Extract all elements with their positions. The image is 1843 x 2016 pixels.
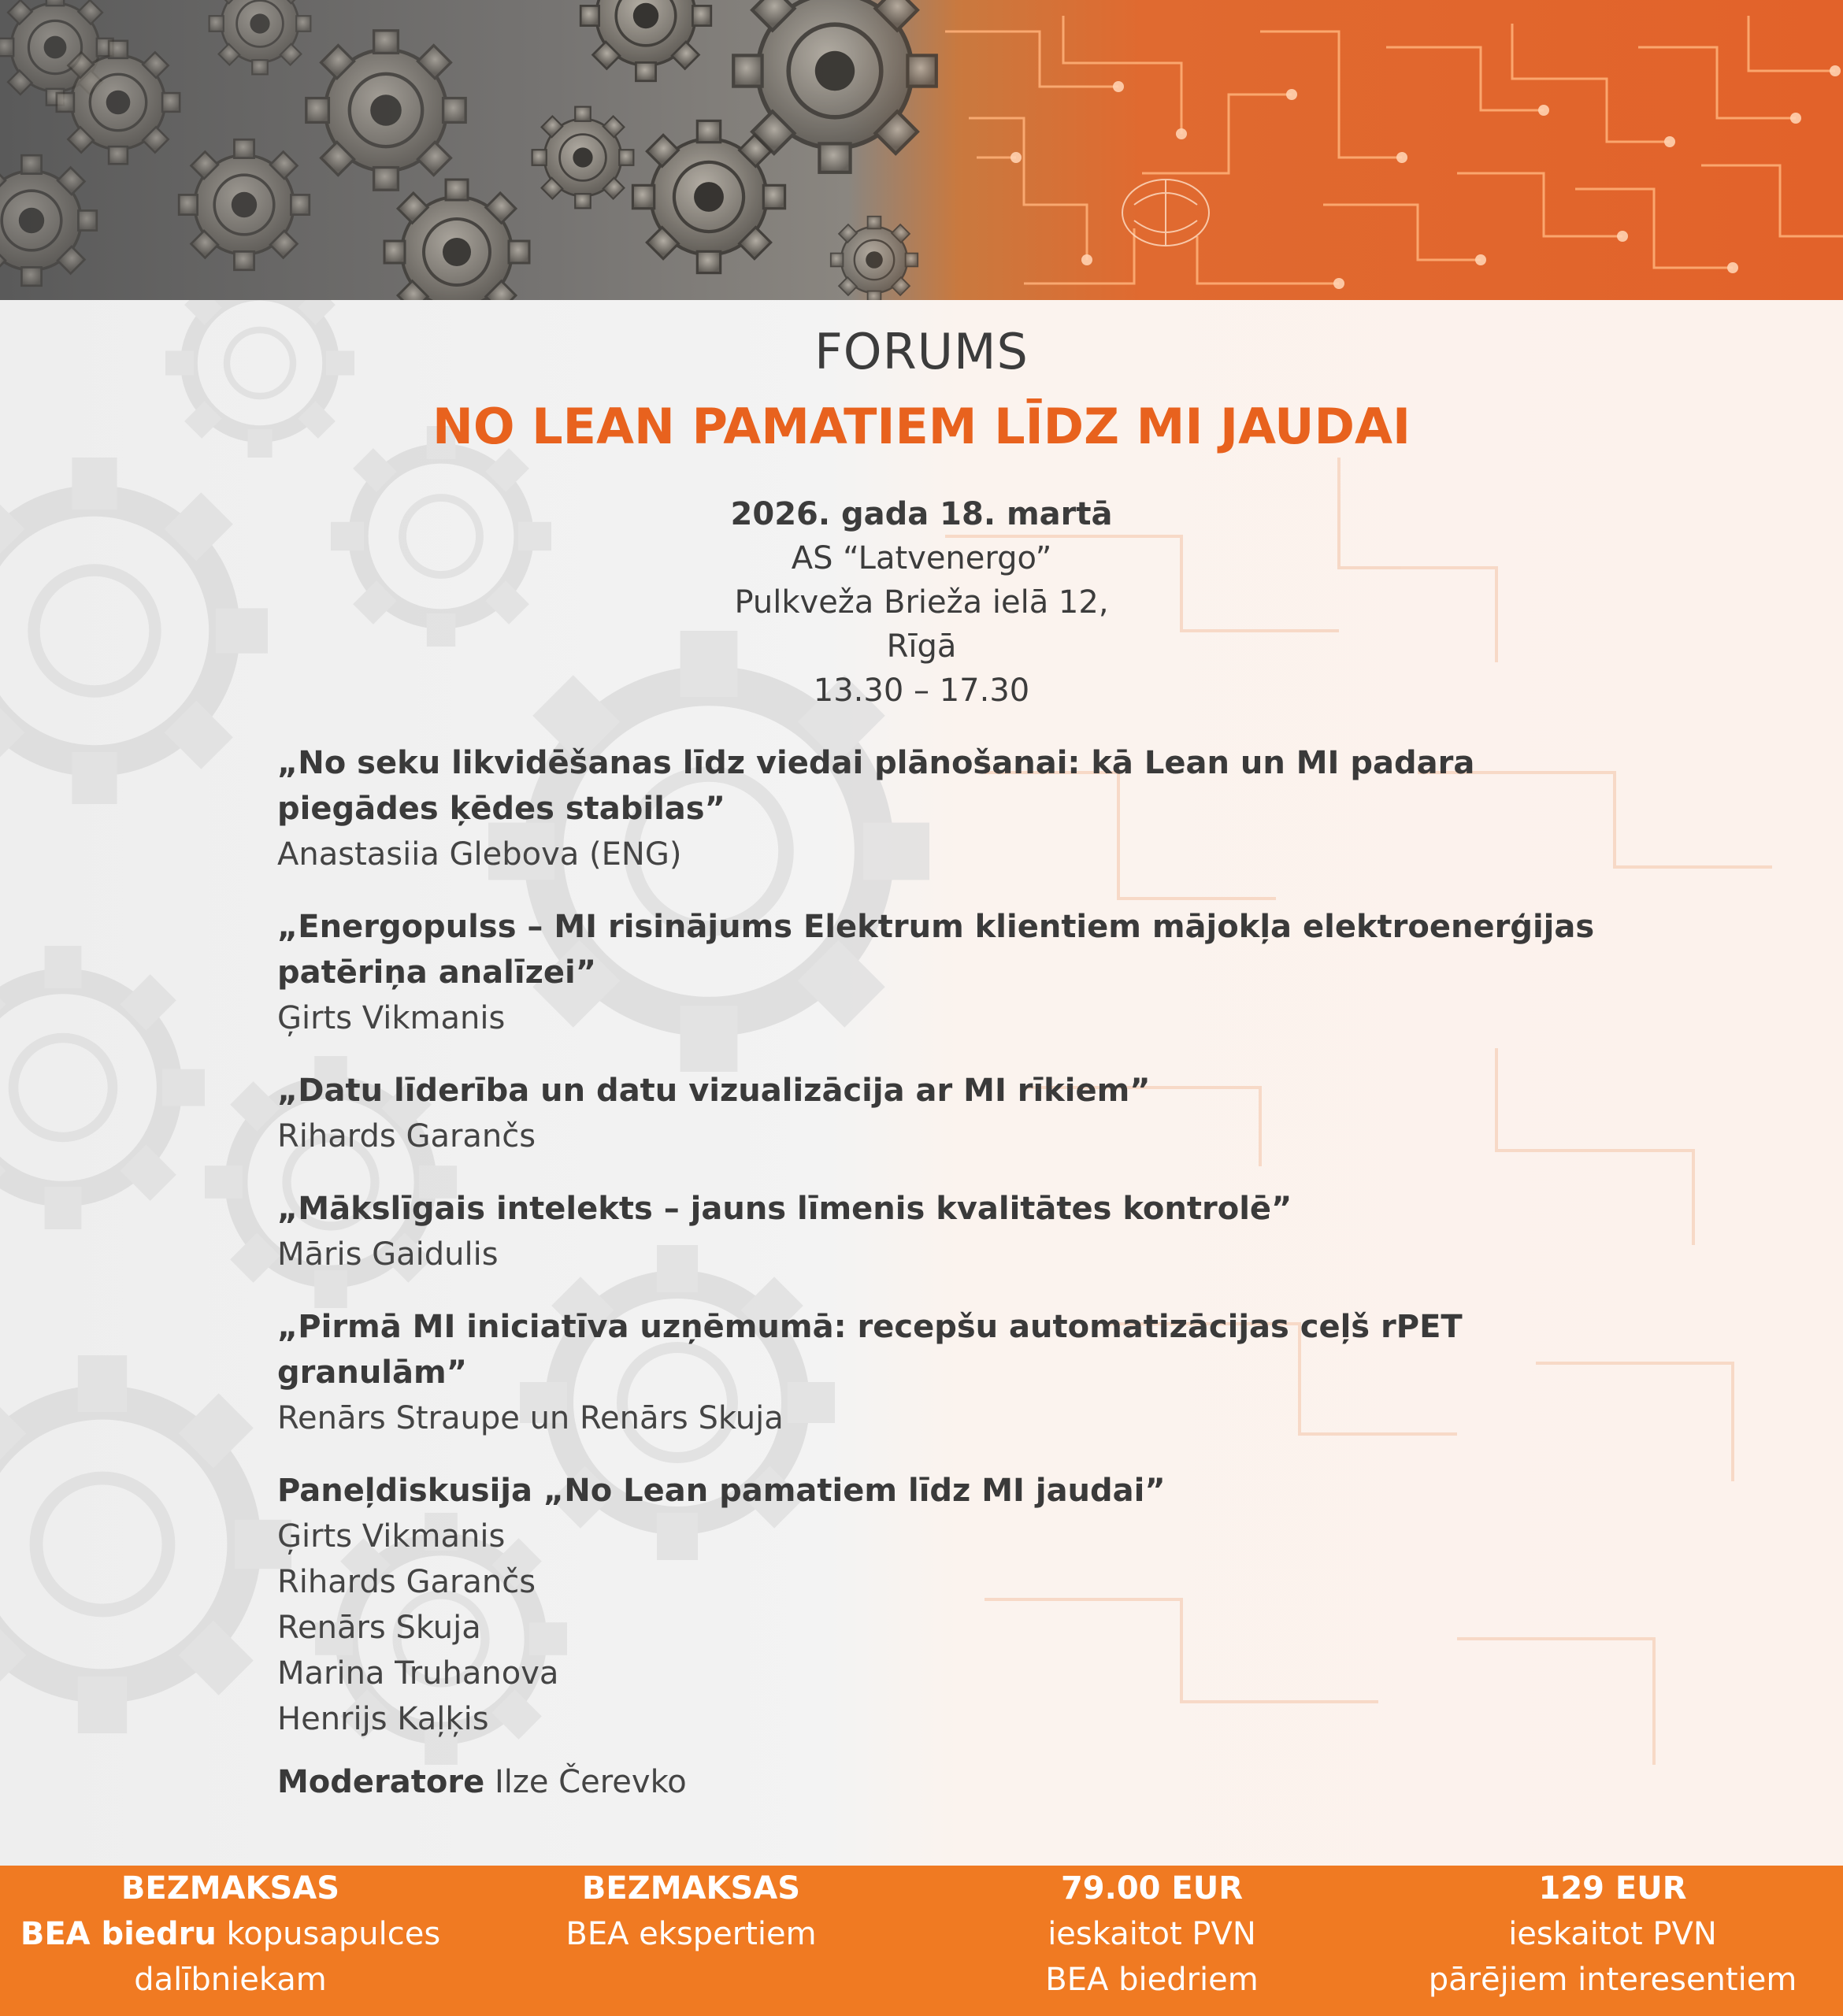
price-vat-note: ieskaitot PVN <box>1048 1916 1256 1952</box>
talk-title: „No seku likvidēšanas līdz viedai plānošanai: kā Lean un MI padara <box>277 745 1475 781</box>
price-option <box>461 1866 922 2016</box>
event-city: Rīgā <box>886 628 957 665</box>
price-note: dalībniekam <box>134 1962 327 1998</box>
talk-speaker: Ģirts Vikmanis <box>277 1000 506 1036</box>
talk-speaker: Anastasiia Glebova (ENG) <box>277 836 682 873</box>
price-option <box>0 1866 461 2016</box>
price-audience <box>0 1911 461 1957</box>
program-list <box>277 740 1616 1805</box>
talk-speaker: Rihards Garančs <box>277 1118 536 1154</box>
moderator-label: Moderatore <box>277 1764 485 1800</box>
gears-circuit-illustration <box>0 0 1843 300</box>
price-audience-rest: kopusapulces <box>216 1916 441 1952</box>
talk-title: „Mākslīgais intelekts – jauns līmenis kvalitātes kontrolē” <box>277 1191 1292 1227</box>
price-audience-bold: BEA biedru <box>20 1916 217 1952</box>
panel-participant: Renārs Skuja <box>277 1610 481 1646</box>
price-value: BEZMAKSAS <box>121 1870 340 1907</box>
event-address: Pulkveža Brieža ielā 12, <box>734 584 1109 621</box>
talk-title: granulām” <box>277 1354 467 1391</box>
panel-title: Paneļdiskusija „No Lean pamatiem līdz MI jaudai” <box>277 1473 1166 1509</box>
event-title: NO LEAN PAMATIEM LĪDZ MI JAUDAI <box>432 398 1411 455</box>
talk-item <box>277 1068 1616 1159</box>
talk-item <box>277 740 1616 877</box>
talk-title: „Pirmā MI iniciatīva uzņēmumā: recepšu automatizācijas ceļš rPET <box>277 1309 1463 1345</box>
talk-speaker: Renārs Straupe un Renārs Skuja <box>277 1400 784 1436</box>
panel-discussion <box>277 1468 1616 1742</box>
talk-speaker: Māris Gaidulis <box>277 1236 499 1273</box>
header-banner-image <box>0 0 1843 300</box>
talk-title: patēriņa analīzei” <box>277 954 596 991</box>
panel-participant: Ģirts Vikmanis <box>277 1518 506 1555</box>
price-value: 129 EUR <box>1538 1870 1687 1907</box>
price-audience: pārējiem interesentiem <box>1428 1962 1797 1998</box>
talk-item <box>277 1304 1616 1441</box>
event-organization: AS “Latvenergo” <box>791 540 1052 576</box>
panel-participant: Rihards Garančs <box>277 1564 536 1600</box>
price-audience: BEA biedriem <box>1045 1962 1259 1998</box>
price-audience: BEA ekspertiem <box>566 1916 817 1952</box>
price-value: 79.00 EUR <box>1060 1870 1244 1907</box>
price-bar <box>0 1866 1843 2016</box>
panel-participant: Henrijs Kaļķis <box>277 1701 489 1737</box>
talk-item <box>277 1186 1616 1277</box>
price-vat-note: ieskaitot PVN <box>1508 1916 1717 1952</box>
price-option <box>1382 1866 1843 2016</box>
talk-item <box>277 904 1616 1041</box>
price-value: BEZMAKSAS <box>581 1870 801 1907</box>
talk-title: „Datu līderība un datu vizualizācija ar MI rīkiem” <box>277 1073 1151 1109</box>
panel-participant: Marina Truhanova <box>277 1655 559 1692</box>
event-time: 13.30 – 17.30 <box>813 673 1030 709</box>
moderator-name: Ilze Čerevko <box>494 1764 687 1800</box>
price-option <box>922 1866 1382 2016</box>
event-date: 2026. gada 18. martā <box>730 496 1113 532</box>
talk-title: piegādes ķēdes stabilas” <box>277 791 725 827</box>
moderator-line <box>277 1759 1616 1805</box>
talk-title: „Energopulss – MI risinājums Elektrum klientiem mājokļa elektroenerģijas <box>277 909 1595 945</box>
event-kicker: FORUMS <box>814 323 1029 380</box>
